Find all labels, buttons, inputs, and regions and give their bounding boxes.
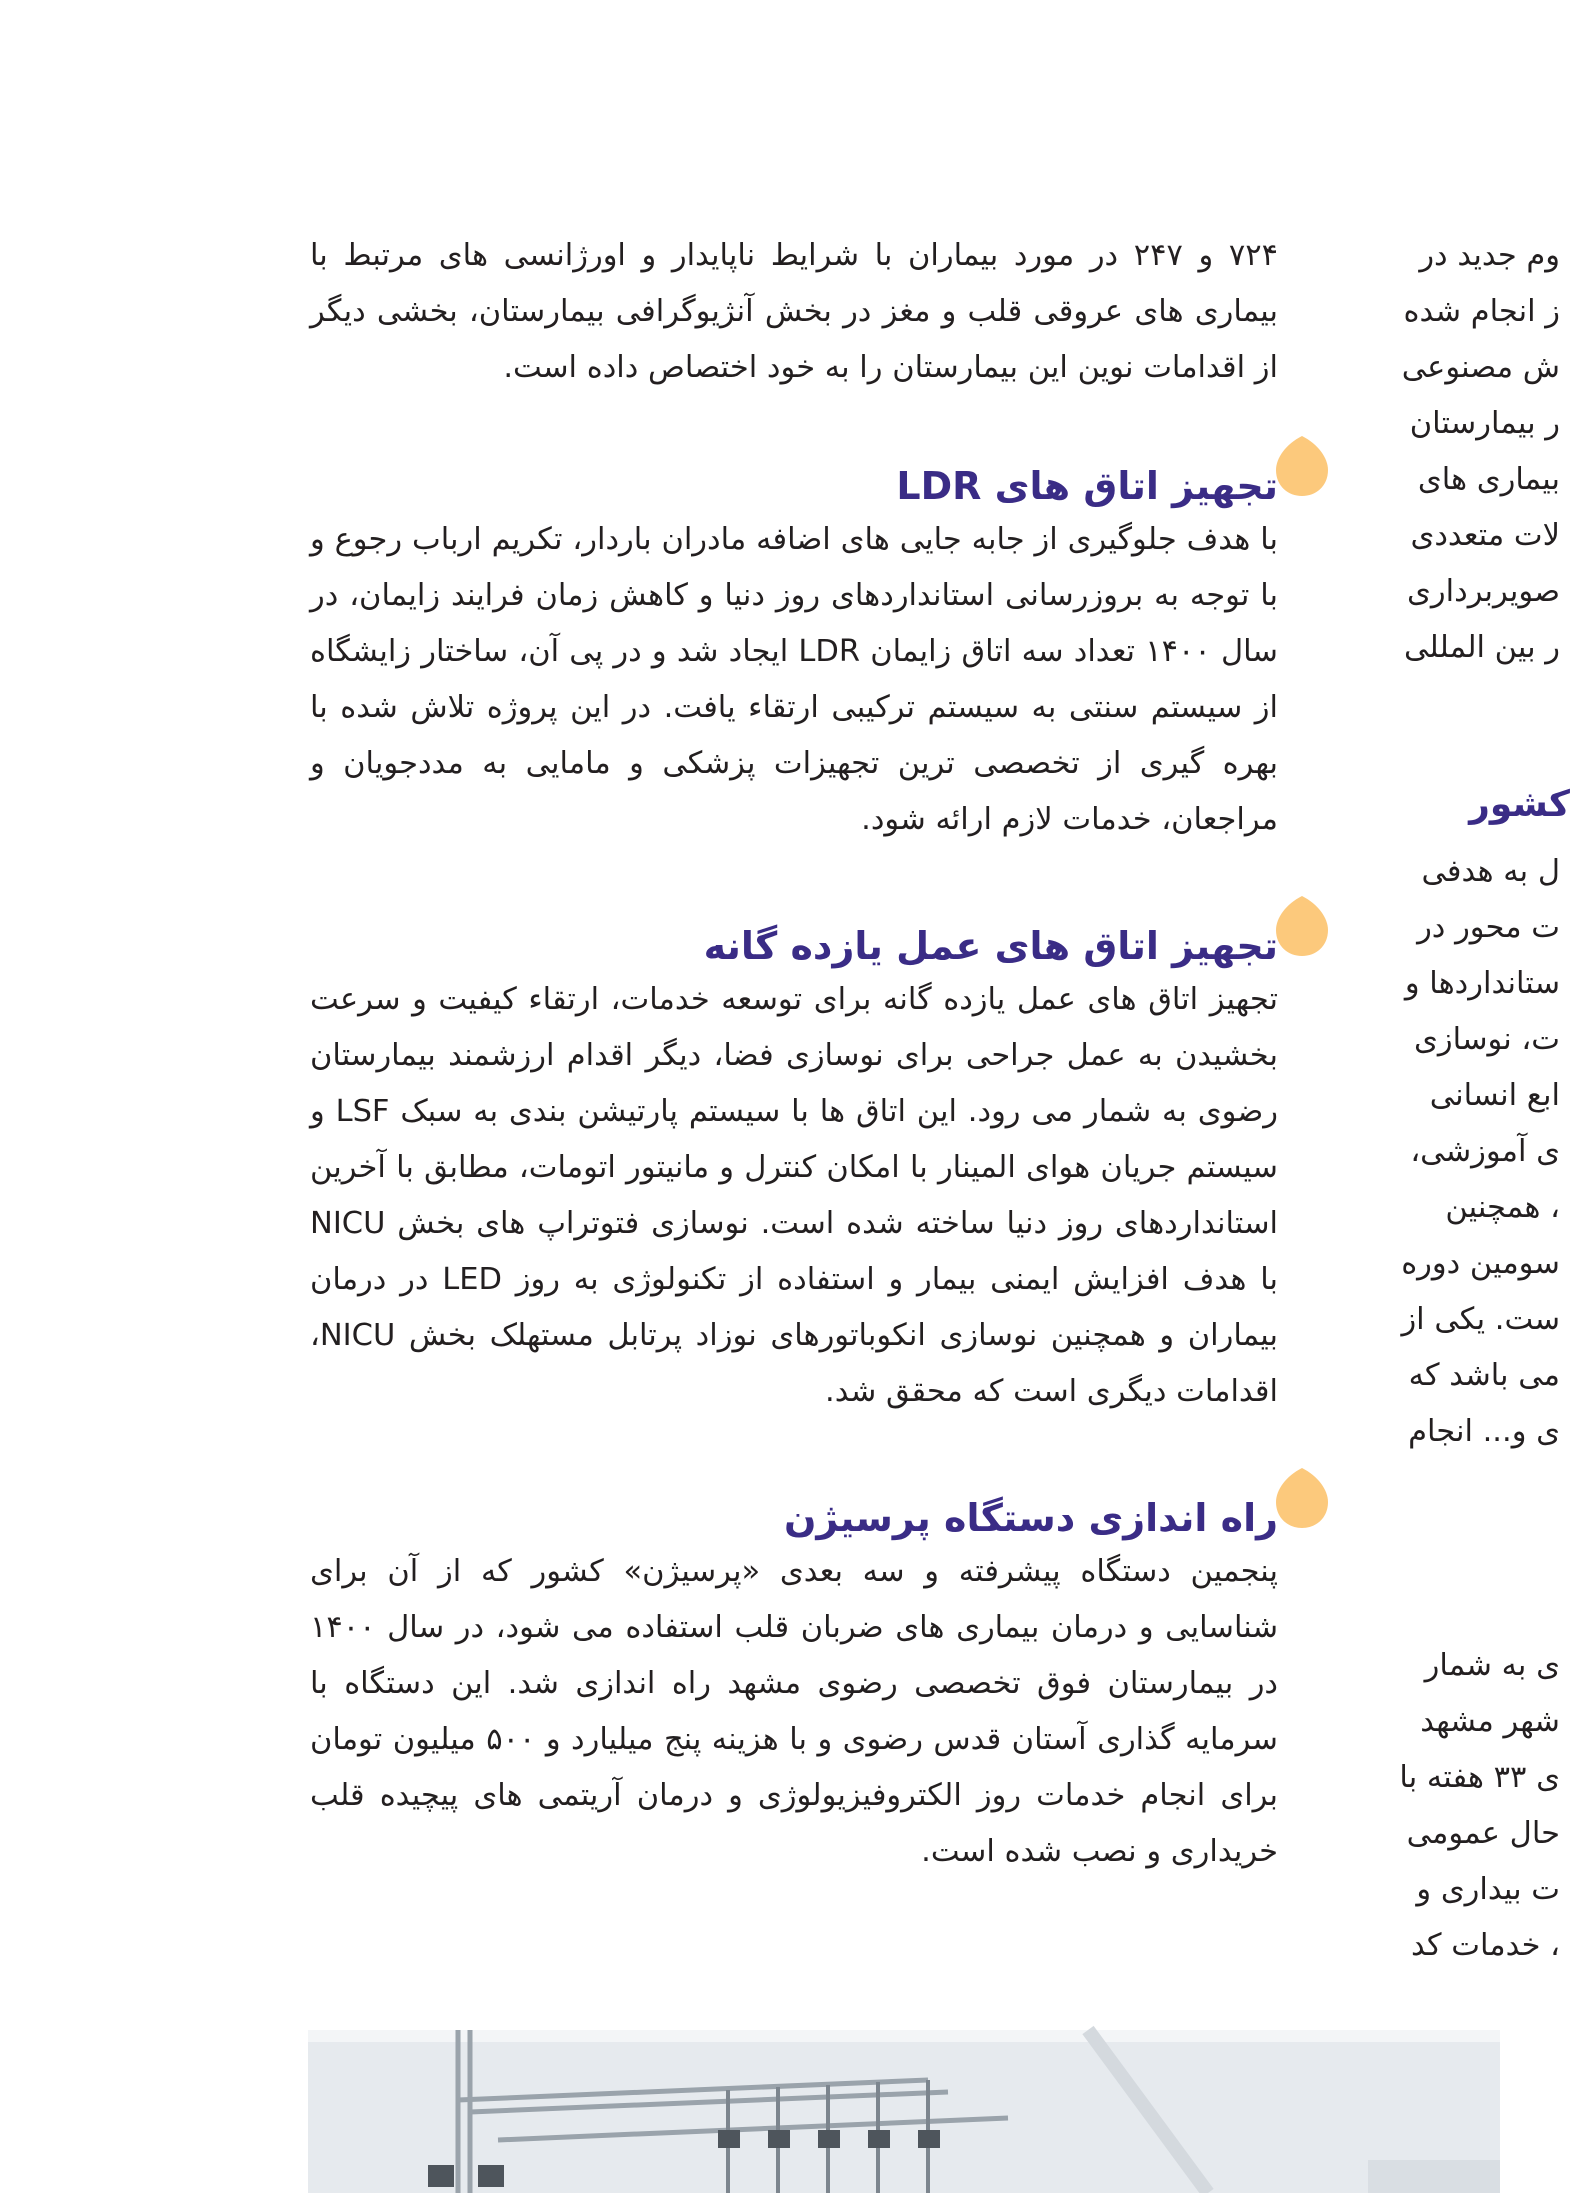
side-text-line: ، خدمات کد [1411,1928,1560,1963]
side-text-line: ، همچنین [1445,1190,1560,1225]
side-text-line: ز انجام شده [1403,294,1560,329]
side-text-line: حال عمومی [1406,1816,1560,1851]
side-text-line: ی و... انجام [1408,1414,1560,1449]
section-body: تجهیز اتاق های عمل یازده گانه برای توسعه خدمات، ارتقاء کیفیت و سرعت بخشیدن به عمل جراحی برای نوسازی فضا، دیگر اقدام ارزشمند بیمارستان رضوی به شمار می رود. این اتاق ها با سیستم پارتیشن بندی به سبک LSF و سیستم جریان هوای المینار با امکان کنترل و مانیتور اتومات، مطابق با آخرین استانداردهای روز دنیا ساخته شده است. نوسازی فتوتراپ های بخش NICU با هدف افزایش ایمنی بیمار و استفاده از تکنولوژی به روز LED در درمان بیماران و همچنین نوسازی انکوباتورهای نوزاد پرتابل مستهلک بخش NICU، اقدامات دیگری است که محقق شد. [310,982,1278,1409]
side-text-line: ست. یکی از [1401,1302,1560,1337]
leaf-bullet-icon [1274,894,1330,958]
side-heading: کشور [1469,784,1570,825]
section-title: تجهیز اتاق های LDR [896,464,1278,508]
side-text-line: ستانداردها و [1404,966,1560,1001]
leaf-bullet-icon [1274,1466,1330,1530]
leaf-bullet-icon [1274,434,1330,498]
side-text-line: شهر مشهد [1420,1704,1560,1739]
side-text-line: ت محور در [1417,910,1560,945]
side-text-line: می باشد که [1408,1358,1560,1393]
adjacent-column-fragment [1328,228,1570,1998]
side-text-line: سومین دوره [1401,1246,1560,1281]
section-heading-row [310,1462,1278,1544]
side-text-line: ل به هدفی [1421,854,1560,889]
section-body: پنجمین دستگاه پیشرفته و سه بعدی «پرسیژن» کشور که از آن برای شناسایی و درمان بیماری های ضربان قلب استفاده می شود، در سال ۱۴۰۰ در بیمارستان فوق تخصصی رضوی مشهد راه اندازی شد. این دستگاه با سرمایه گذاری آستان قدس رضوی و با هزینه پنج میلیارد و ۵۰۰ میلیون تومان برای انجام خدمات روز الکتروفیزیولوژی و درمان آریتمی های پیچیده قلب خریداری و نصب شده است. [310,1554,1278,1869]
section-heading-row [310,430,1278,512]
side-text-line: ت، نوسازی [1414,1022,1560,1057]
side-text-line: بیماری های [1417,462,1560,497]
side-text-line: صویربرداری [1407,574,1560,609]
side-text-line: ش مصنوعی [1401,350,1560,385]
ceiling-pipes-illustration [308,2030,1500,2193]
side-text-line: ی ۳۳ هفته با [1399,1760,1560,1795]
side-text-line: ی به شمار [1424,1648,1560,1683]
side-text-line: ت بیداری و [1416,1872,1560,1907]
main-column [310,228,1278,1880]
section-heading-row [310,890,1278,972]
section-ldr [310,430,1278,848]
operating-room-photo [308,2030,1500,2193]
section-precision-device [310,1462,1278,1880]
side-text-line: ر بیمارستان [1409,406,1560,441]
side-text-line: لات متعددی [1410,518,1560,553]
side-text-line: وم جدید در [1419,238,1560,273]
side-text-line: ر بین المللی [1403,630,1560,665]
section-title: راه اندازی دستگاه پرسیژن [783,1496,1278,1540]
intro-paragraph: ۷۲۴ و ۲۴۷ در مورد بیماران با شرایط ناپایدار و اورژانسی های مرتبط با بیماری های عروقی قلب و مغز در بخش آنژیوگرافی بیمارستان، بخشی دیگر از اقدامات نوین این بیمارستان را به خود اختصاص داده است. [310,238,1278,385]
section-title: تجهیز اتاق های عمل یازده گانه [703,924,1278,968]
section-operating-rooms [310,890,1278,1420]
section-body: با هدف جلوگیری از جابه جایی های اضافه مادران باردار، تکریم ارباب رجوع و با توجه به بروزرسانی استانداردهای روز دنیا و کاهش زمان فرایند زایمان، در سال ۱۴۰۰ تعداد سه اتاق زایمان LDR ایجاد شد و در پی آن، ساختار زایشگاه از سیستم سنتی به سیستم ترکیبی ارتقاء یافت. در این پروژه تلاش شده با بهره گیری از تخصصی ترین تجهیزات پزشکی و مامایی به مددجویان و مراجعان، خدمات لازم ارائه شود. [310,522,1278,837]
side-text-line: ی آموزشی، [1410,1134,1560,1169]
side-text-line: ابع انسانی [1429,1078,1560,1113]
